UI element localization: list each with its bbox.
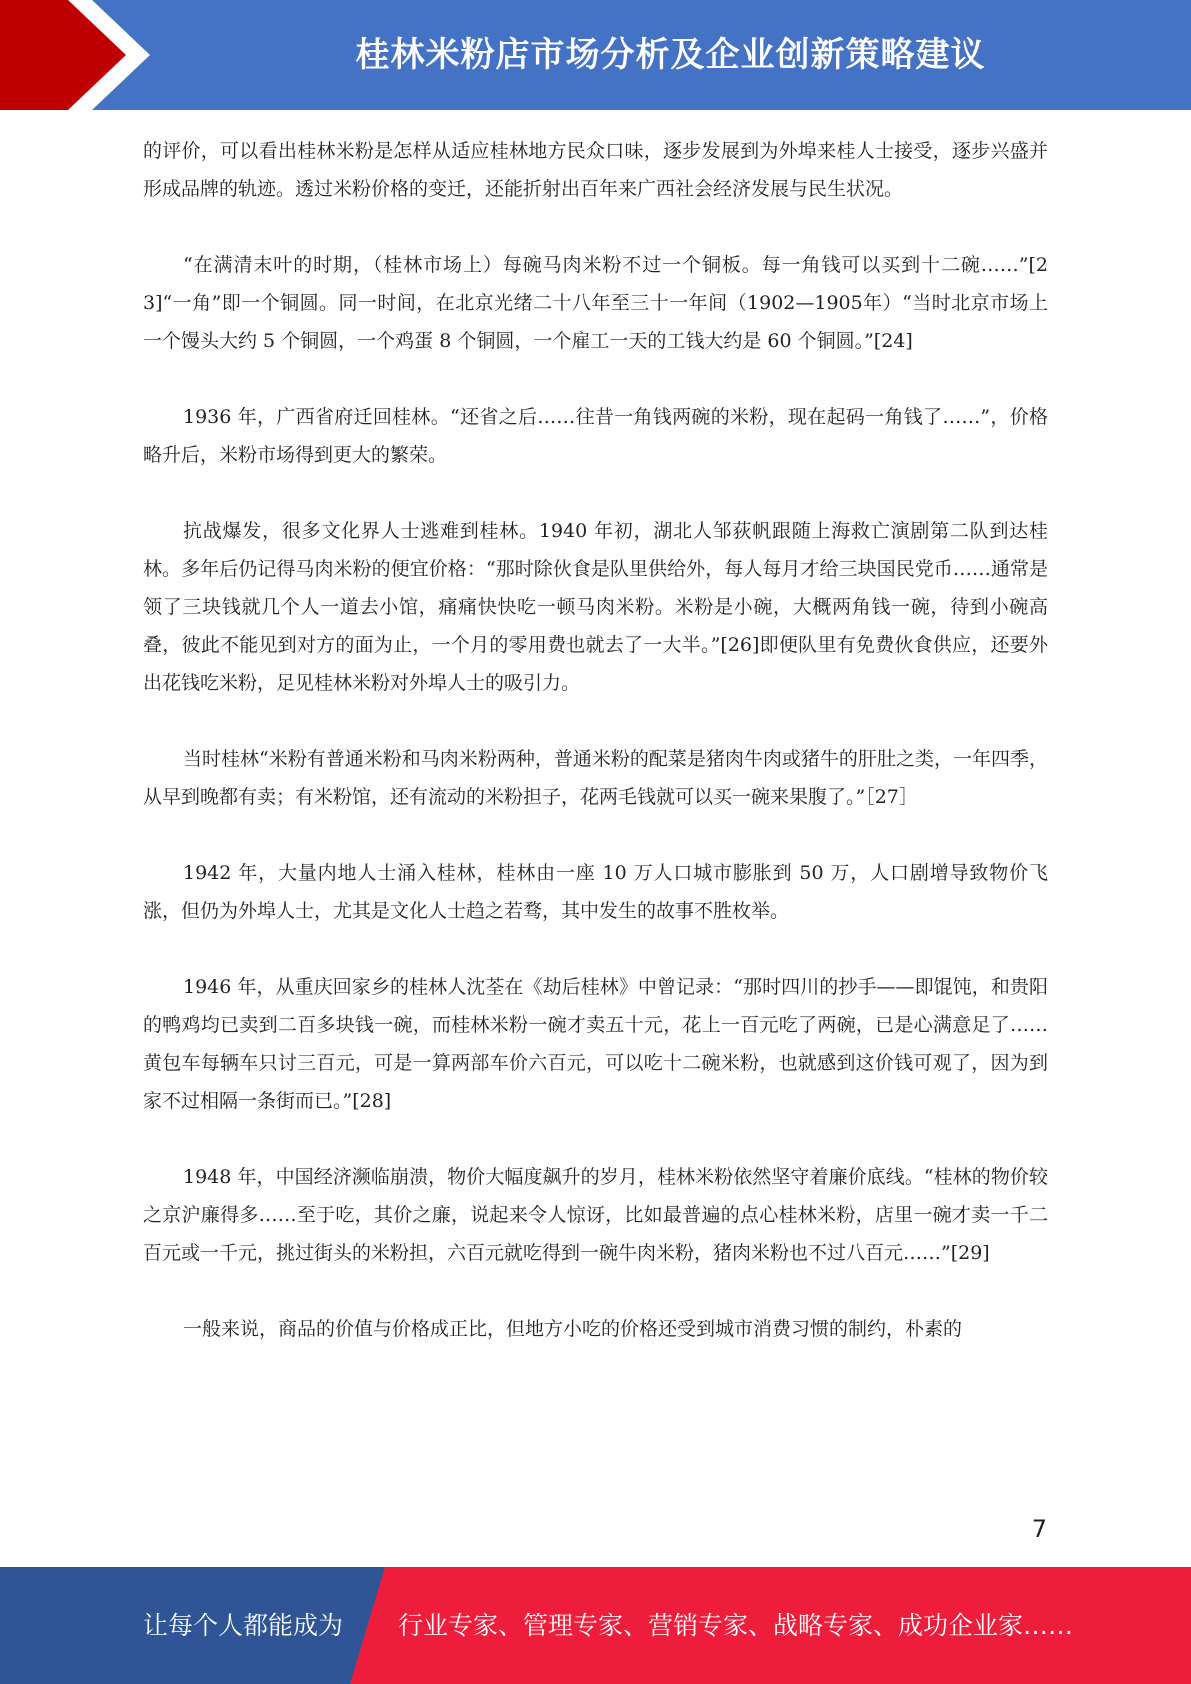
document-title: 桂林米粉店市场分析及企业创新策略建议 <box>355 35 986 75</box>
paragraph: 1948 年，中国经济濒临崩溃，物价大幅度飙升的岁月，桂林米粉依然坚守着廉价底线。“桂林的物价较之京沪廉得多……至于吃，其价之廉，说起来令人惊讶，比如最普遍的点心桂林米粉，店里一碗才卖一千二百元或一千元，挑过街头的米粉担，六百元就吃得到一碗牛肉米粉，猪肉米粉也不过八百元……”[29] <box>143 1166 1048 1264</box>
paragraph: 抗战爆发，很多文化界人士逃难到桂林。1940 年初，湖北人邹荻帆跟随上海救亡演剧第二队到达桂林。多年后仍记得马肉米粉的便宜价格：“那时除伙食是队里供给外，每人每月才给三块国民党币……通常是领了三块钱就几个人一道去小馆，痛痛快快吃一顿马肉米粉。米粉是小碗，大概两角钱一碗，待到小碗高叠，彼此不能见到对方的面为止，一个月的零用费也就去了一大半。”[26]即便队里有免费伙食供应，还要外出花钱吃米粉，足见桂林米粉对外埠人士的吸引力。 <box>143 520 1048 694</box>
page-number: 7 <box>1031 1515 1047 1543</box>
paragraph: 1946 年，从重庆回家乡的桂林人沈荃在《劫后桂林》中曾记录：“那时四川的抄手——即馄饨，和贵阳的鸭鸡均已卖到二百多块钱一碗，而桂林米粉一碗才卖五十元，花上一百元吃了两碗，已是心满意足了……黄包车每辆车只讨三百元，可是一算两部车价六百元，可以吃十二碗米粉，也就感到这价钱可观了，因为到家不过相隔一条街而已。”[28] <box>143 976 1048 1112</box>
paragraph: 的评价，可以看出桂林米粉是怎样从适应桂林地方民众口味，逐步发展到为外埠来桂人士接受，逐步兴盛并形成品牌的轨迹。透过米粉价格的变迁，还能折射出百年来广西社会经济发展与民生状况。 <box>143 140 1048 200</box>
page-header <box>0 0 1191 110</box>
paragraph: 当时桂林“米粉有普通米粉和马肉米粉两种，普通米粉的配菜是猪肉牛肉或猪牛的肝肚之类，一年四季，从早到晚都有卖；有米粉馆，还有流动的米粉担子，花两毛钱就可以买一碗来果腹了。”［27］ <box>143 748 1048 808</box>
page-footer <box>0 1567 1191 1684</box>
paragraph: 1942 年，大量内地人士涌入桂林，桂林由一座 10 万人口城市膨胀到 50 万，人口剧增导致物价飞涨，但仍为外埠人士，尤其是文化人士趋之若骛，其中发生的故事不胜枚举。 <box>143 862 1048 922</box>
paragraph: “在满清末叶的时期，（桂林市场上）每碗马肉米粉不过一个铜板。每一角钱可以买到十二碗……”[23]“一角”即一个铜圆。同一时间，在北京光绪二十八年至三十一年间（1902—1905年）“当时北京市场上一个馒头大约 5 个铜圆，一个鸡蛋 8 个铜圆，一个雇工一天的工钱大约是 60 个铜圆。”[24] <box>143 254 1048 352</box>
chevron-arrow-icon <box>0 0 160 110</box>
paragraph: 一般来说，商品的价值与价格成正比，但地方小吃的价格还受到城市消费习惯的制约，朴素的 <box>183 1318 963 1340</box>
footer-slogan-right: 行业专家、管理专家、营销专家、战略专家、成功企业家…… <box>398 1611 1074 1640</box>
paragraph: 1936 年，广西省府迁回桂林。“还省之后……往昔一角钱两碗的米粉，现在起码一角钱了……”，价格略升后，米粉市场得到更大的繁荣。 <box>143 406 1048 466</box>
document-body <box>143 132 1048 1386</box>
footer-slogan-left: 让每个人都能成为 <box>143 1611 344 1640</box>
